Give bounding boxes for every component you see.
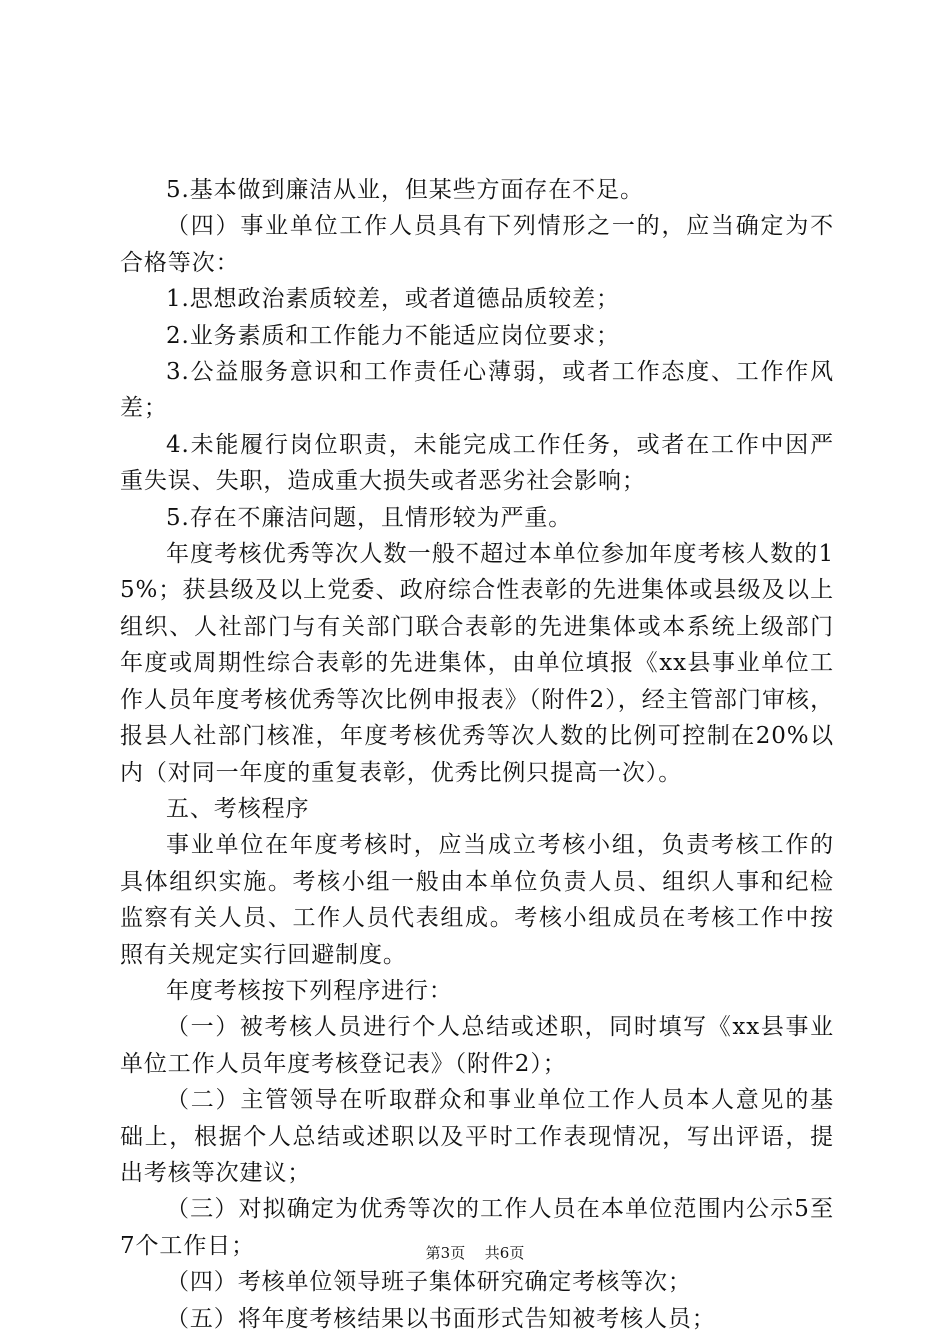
paragraph: 年度考核按下列程序进行：	[166, 977, 453, 1004]
page-number-current: 第3页	[425, 1244, 466, 1262]
paragraph: 事业单位在年度考核时，应当成立考核小组，负责考核工作的具体组织实施。考核小组一般由本单位负责人员、组织人事和纪检监察有关人员、工作人员代表组成。考核小组成员在考核工作中按照有关规定实行回避制度。	[120, 832, 834, 968]
page-footer	[0, 1243, 950, 1263]
document-body	[120, 172, 834, 1337]
paragraph: 年度考核优秀等次人数一般不超过本单位参加年度考核人数的15%；获县级及以上党委、政府综合性表彰的先进集体或县级及以上组织、人社部门与有关部门联合表彰的先进集体或本系统上级部门年度或周期性综合表彰的先进集体，由单位填报《xx县事业单位工作人员年度考核优秀等次比例申报表》（附件2），经主管部门审核，报县人社部门核准，年度考核优秀等次人数的比例可控制在20%以内（对同一年度的重复表彰，优秀比例只提高一次）。	[120, 541, 834, 786]
paragraph: 1.思想政治素质较差，或者道德品质较差；	[166, 286, 620, 313]
paragraph: 2.业务素质和工作能力不能适应岗位要求；	[166, 322, 620, 349]
paragraph: （四）事业单位工作人员具有下列情形之一的，应当确定为不合格等次：	[120, 213, 834, 276]
paragraph: 4.未能履行岗位职责，未能完成工作任务，或者在工作中因严重失误、失职，造成重大损失或者恶劣社会影响；	[120, 431, 834, 495]
paragraph: 5.存在不廉洁问题，且情形较为严重。	[166, 504, 573, 531]
paragraph: （四）考核单位领导班子集体研究确定考核等次；	[166, 1269, 692, 1296]
paragraph: （二）主管领导在听取群众和事业单位工作人员本人意见的基础上，根据个人总结或述职以及平时工作表现情况，写出评语，提出考核等次建议；	[120, 1087, 834, 1186]
paragraph: （五）将年度考核结果以书面形式告知被考核人员；	[166, 1305, 716, 1332]
paragraph: （三）对拟确定为优秀等次的工作人员在本单位范围内公示5至7个工作日；	[120, 1196, 834, 1259]
paragraph: 3.公益服务意识和工作责任心薄弱，或者工作态度、工作作风差；	[120, 359, 834, 422]
paragraph: 5.基本做到廉洁从业，但某些方面存在不足。	[166, 177, 644, 203]
page-number-total: 共6页	[484, 1244, 525, 1262]
section-heading: 五、考核程序	[166, 795, 310, 822]
paragraph: （一）被考核人员进行个人总结或述职，同时填写《xx县事业单位工作人员年度考核登记表》（附件2）；	[120, 1014, 834, 1077]
